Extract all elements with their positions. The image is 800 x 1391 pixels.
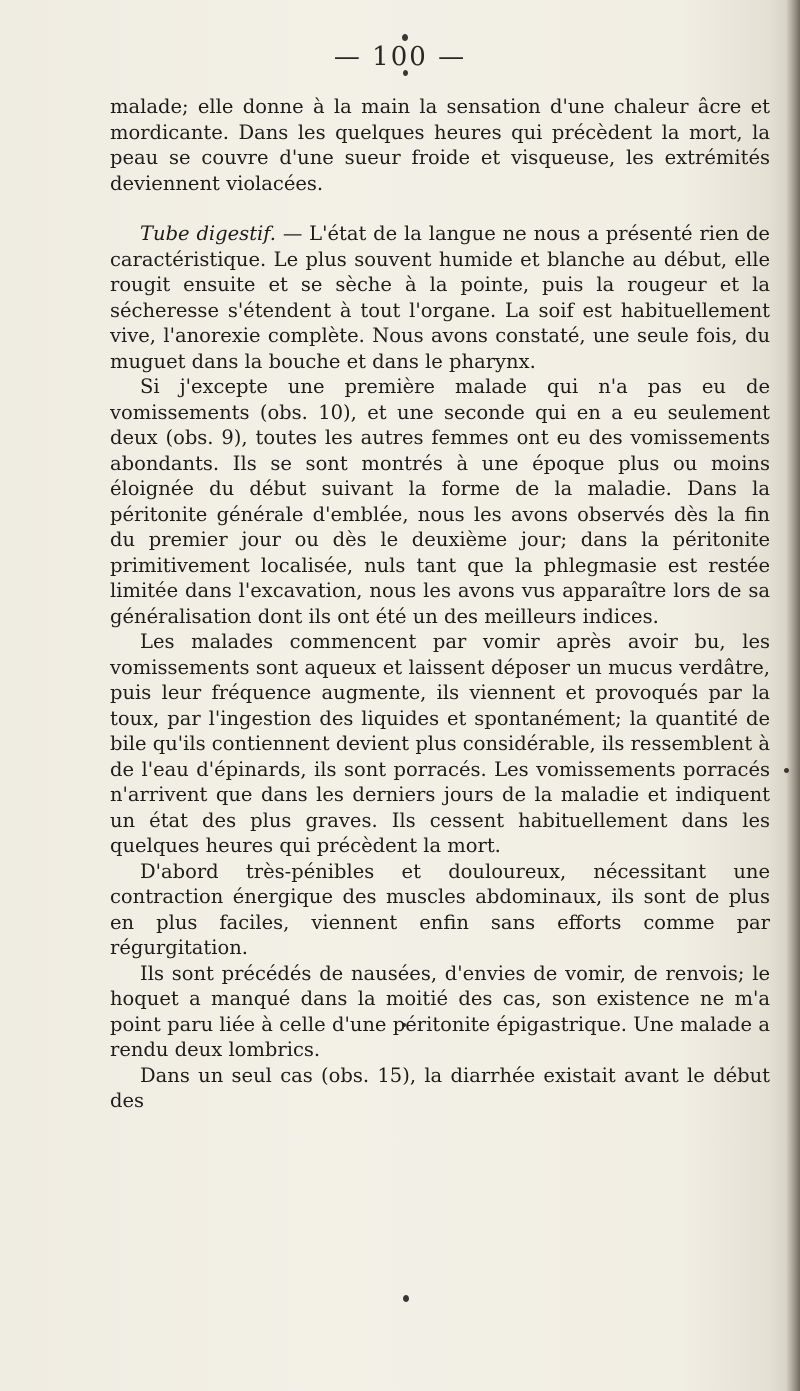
paragraph [110, 374, 770, 629]
paragraph [110, 1063, 770, 1114]
paragraph-text: — L'état de la langue ne nous a présenté rien de caractéristique. Le plus souvent humide et blanche au début, elle rougit ensuite et se sèche à la pointe, puis la rougeur et la sécheresse s'étendent à tout l'organe. La soif est habituellement vive, l'anorexie complète. Nous avons constaté, une seule fois, du muguet dans la bouche et dans le pharynx. [110, 222, 770, 373]
paragraph [110, 221, 770, 374]
paragraph-text: D'abord très-pénibles et douloureux, nécessitant une contraction énergique des muscles abdominaux, ils sont de plus en plus faciles, viennent enfin sans efforts comme par régurgitation. [110, 859, 770, 959]
paragraph-text: Dans un seul cas (obs. 15), la diarrhée existait avant le début des [110, 1063, 770, 1112]
paragraph [110, 961, 770, 1063]
paragraph-text: malade; elle donne à la main la sensation d'une chaleur âcre et mordicante. Dans les quelques heures qui précèdent la mort, la peau se couvre d'une sueur froide et visqueuse, les extrémités deviennent violacées. [110, 95, 770, 195]
ink-speck [403, 1295, 409, 1302]
page-edge-shadow [786, 0, 800, 1391]
paragraph [110, 859, 770, 961]
paragraph-text: Ils sont précédés de nausées, d'envies de vomir, de renvois; le hoquet a manqué dans la moitié des cas, son existence ne m'a point paru liée à celle d'une péritonite épigastrique. Une malade a rendu deux lombrics. [110, 961, 770, 1061]
body-text [110, 94, 770, 1114]
section-heading: Tube digestif. [140, 222, 276, 245]
paragraph-text: Si j'excepte une première malade qui n'a pas eu de vomissements (obs. 10), et une seconde qui en a eu seulement deux (obs. 9), toutes les autres femmes ont eu des vomissements abondants. Ils se sont montrés à une époque plus ou moins éloignée du début suivant la forme de la maladie. Dans la péritonite générale d'emblée, nous les avons observés dès la fin du premier jour ou dès le deuxième jour; dans la péritonite primitivement localisée, nuls tant que la phlegmasie est restée limitée dans l'excavation, nous les avons vus apparaître lors de sa généralisation dont ils ont été un des meilleurs indices. [110, 375, 770, 628]
paragraph [110, 629, 770, 859]
paragraph-text: Les malades commencent par vomir après avoir bu, les vomissements sont aqueux et laissent déposer un mucus verdâtre, puis leur fréquence augmente, ils viennent et provoqués par la toux, par l'ingestion des liquides et spontanément; la quantité de bile qu'ils contiennent devient plus considérable, ils ressemblent à de l'eau d'épinards, ils sont porracés. Les vomissements porracés n'arrivent que dans les derniers jours de la maladie et indiquent un état des plus graves. Ils cessent habituellement dans les quelques heures qui précèdent la mort. [110, 630, 770, 857]
ink-speck [784, 768, 789, 773]
ink-speck [402, 34, 408, 41]
page-number-header: — 100 — [333, 42, 467, 72]
paragraph [110, 94, 770, 196]
